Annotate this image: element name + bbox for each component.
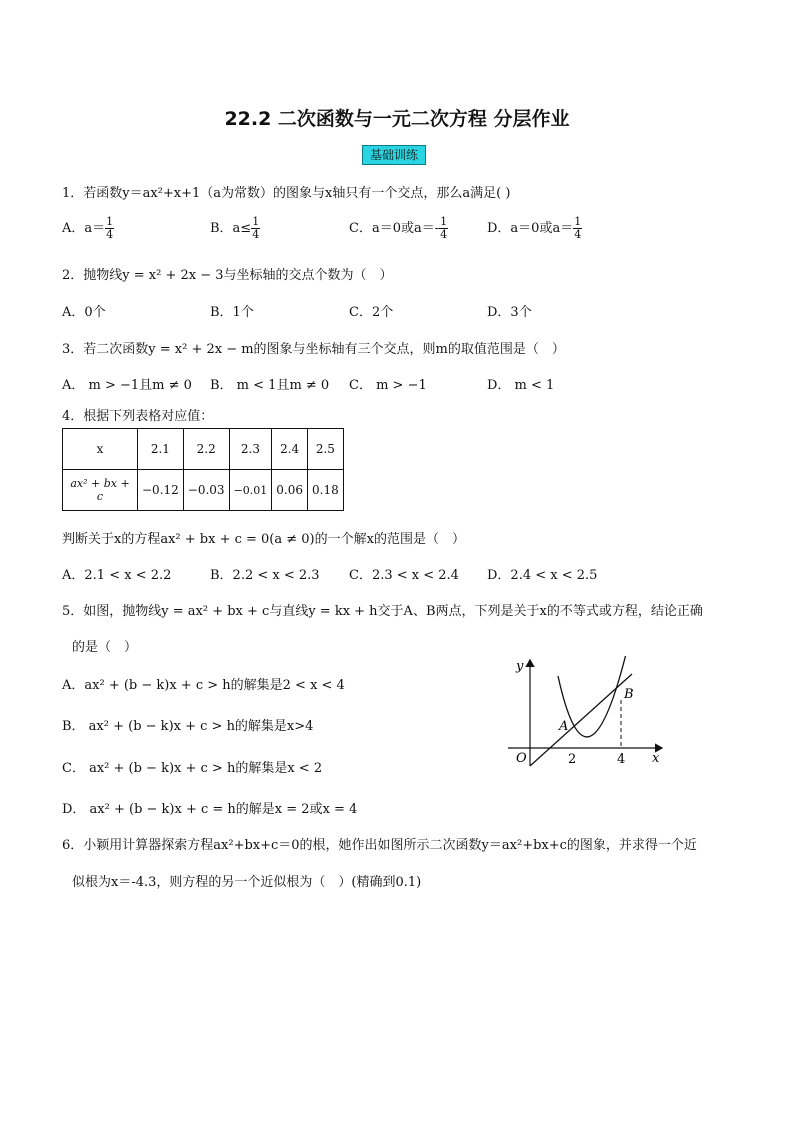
table-row (63, 470, 344, 511)
q2-option-a[interactable]: A．0个 (62, 305, 106, 320)
q2-option-b[interactable]: B．1个 (210, 305, 254, 320)
table-cell: −0.12 (138, 470, 184, 511)
q1-option-a[interactable]: A．a＝ $\frac{1}{4}$ (62, 215, 114, 241)
q2-option-c[interactable]: C．2个 (349, 305, 394, 320)
table-cell: −0.01 (229, 470, 272, 511)
q1-option-c[interactable]: C．a＝0或a＝- $\frac{1}{4}$ (349, 215, 448, 241)
q4-value-table (62, 428, 344, 511)
q4-option-b[interactable]: B．2.2 < x < 2.3 (210, 568, 320, 583)
q3-option-b[interactable]: B． m < 1且m ≠ 0 (210, 378, 330, 393)
q1-option-d[interactable]: D．a＝0或a＝ $\frac{1}{4}$ (487, 215, 582, 241)
section-badge: 基础训练 (362, 145, 426, 165)
q4-option-c[interactable]: C．2.3 < x < 2.4 (349, 568, 459, 583)
q4-question: 判断关于x的方程ax² + bx + c = 0(a ≠ 0)的一个解x的范围是（ ） (62, 532, 465, 547)
q5-graph (500, 656, 670, 771)
q1-option-b[interactable]: B．a≤ $\frac{1}{4}$ (210, 215, 260, 241)
tick-2-label: 2 (568, 752, 577, 767)
q5-option-c[interactable]: C． ax² + (b − k)x + c > h的解集是x < 2 (62, 761, 323, 776)
table-cell: 0.06 (272, 470, 308, 511)
table-cell: −0.03 (183, 470, 229, 511)
q5-option-d[interactable]: D． ax² + (b − k)x + c = h的解是x = 2或x = 4 (62, 802, 358, 817)
q4-stem: 4．根据下列表格对应值： (62, 409, 214, 424)
q4-option-a[interactable]: A．2.1 < x < 2.2 (62, 568, 172, 583)
table-cell: 2.1 (138, 429, 184, 470)
q5-option-b[interactable]: B． ax² + (b − k)x + c > h的解集是x>4 (62, 719, 314, 734)
q2-option-d[interactable]: D．3个 (487, 305, 532, 320)
table-row (63, 429, 344, 470)
table-cell: x (63, 429, 138, 470)
q5-stem-cont: 的是（ ） (72, 640, 138, 655)
q5-stem: 5．如图，抛物线y = ax² + bx + c与直线y = kx + h交于A、B两点，下列是关于x的不等式或方程，结论正确 (62, 604, 703, 619)
q1-stem: 1．若函数y＝ax²+x+1（a为常数）的图象与x轴只有一个交点，那么a满足( ) (62, 186, 511, 201)
table-cell: ax² + bx + c (63, 470, 138, 511)
q6-stem: 6．小颖用计算器探索方程ax²+bx+c＝0的根，她作出如图所示二次函数y＝ax²+bx+c的图象，并求得一个近 (62, 838, 697, 853)
table-cell: 2.3 (229, 429, 272, 470)
table-cell: 0.18 (308, 470, 344, 511)
origin-label: O (516, 751, 527, 766)
q4-option-d[interactable]: D．2.4 < x < 2.5 (487, 568, 598, 583)
point-a-label: A (559, 719, 569, 734)
q2-stem: 2．抛物线y = x² + 2x − 3与坐标轴的交点个数为（ ） (62, 268, 393, 283)
q3-option-c[interactable]: C． m > −1 (349, 378, 427, 393)
q3-option-a[interactable]: A． m > −1且m ≠ 0 (62, 378, 192, 393)
table-cell: 2.5 (308, 429, 344, 470)
q3-option-d[interactable]: D． m < 1 (487, 378, 555, 393)
tick-4-label: 4 (617, 752, 626, 767)
page-title: 22.2 二次函数与一元二次方程 分层作业 (224, 108, 570, 130)
table-cell: 2.4 (272, 429, 308, 470)
y-axis-label: y (516, 659, 524, 674)
point-b-label: B (624, 687, 634, 702)
q3-stem: 3．若二次函数y = x² + 2x − m的图象与坐标轴有三个交点，则m的取值范围是（ ） (62, 342, 565, 357)
q6-stem-cont: 似根为x＝-4.3，则方程的另一个近似根为（ ）(精确到0.1) (72, 875, 422, 890)
q5-option-a[interactable]: A．ax² + (b − k)x + c > h的解集是2 < x < 4 (62, 678, 345, 693)
x-axis-label: x (652, 751, 660, 766)
table-cell: 2.2 (183, 429, 229, 470)
